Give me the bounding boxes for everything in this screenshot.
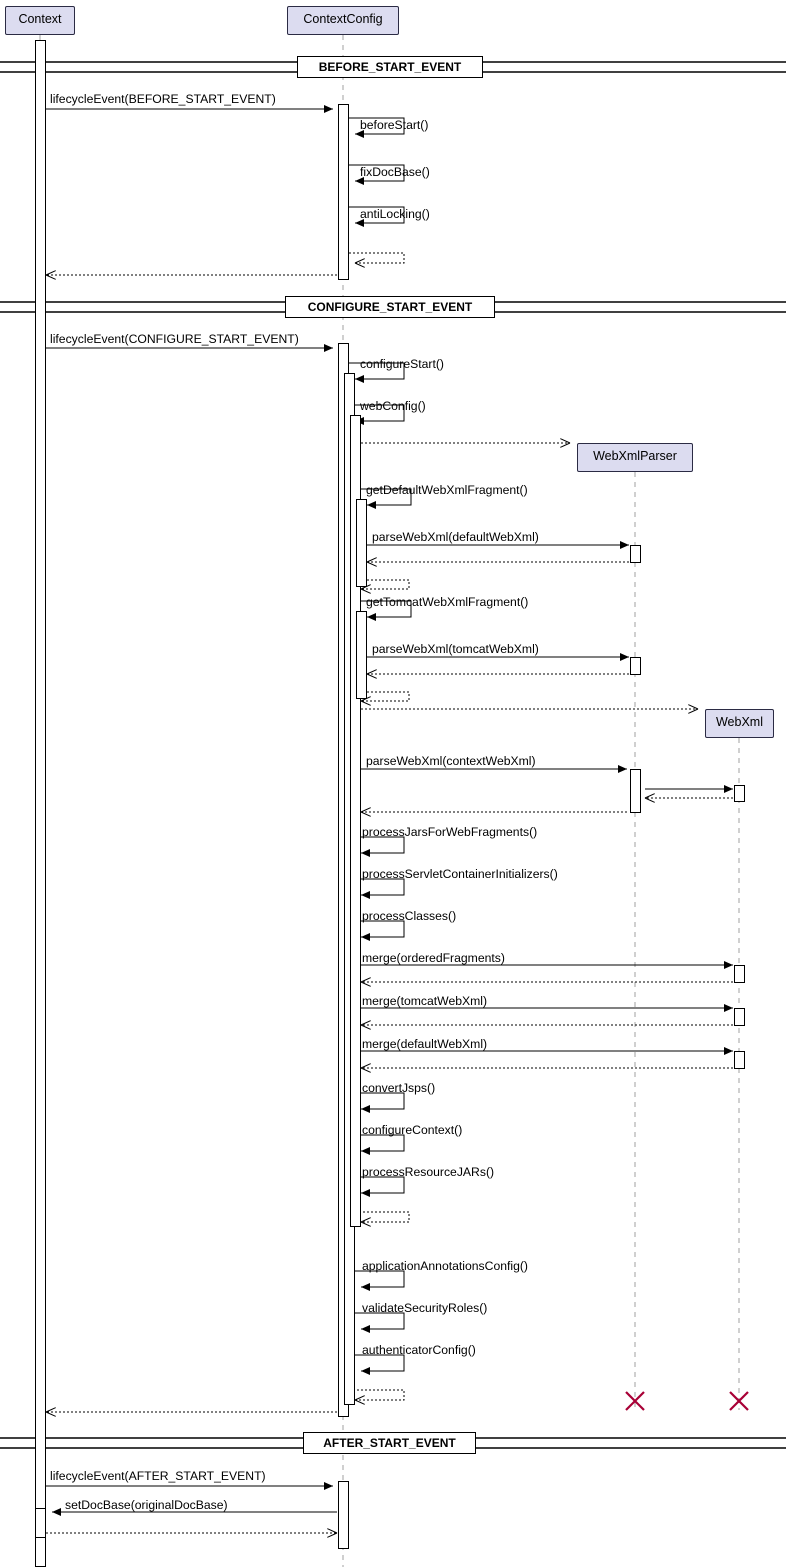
- activation-webxml-merge-tomcat: [734, 1008, 745, 1026]
- message-label: configureContext(): [362, 1123, 463, 1137]
- activation-webxml-parse: [734, 785, 745, 802]
- separator-configure-start-event: CONFIGURE_START_EVENT: [285, 296, 495, 318]
- message-label: processClasses(): [362, 909, 457, 923]
- activation-context-setdocbase: [35, 1508, 46, 1538]
- message-label: authenticatorConfig(): [362, 1343, 476, 1357]
- message-label: lifecycleEvent(BEFORE_START_EVENT): [50, 92, 276, 106]
- activation-contextconfig-gettomcatfragment: [356, 611, 367, 699]
- participant-context[interactable]: Context: [5, 6, 75, 35]
- participant-contextconfig[interactable]: ContextConfig: [287, 6, 399, 35]
- activation-contextconfig-after: [338, 1481, 349, 1549]
- activation-webxmlparser-tomcat: [630, 657, 641, 675]
- message-label: fixDocBase(): [360, 165, 430, 179]
- message-label: processResourceJARs(): [362, 1165, 495, 1179]
- activation-webxmlparser-default: [630, 545, 641, 563]
- separator-after-start-event: AFTER_START_EVENT: [303, 1432, 476, 1454]
- message-label: configureStart(): [360, 357, 444, 371]
- participant-webxmlparser[interactable]: WebXmlParser: [577, 443, 693, 472]
- message-label: merge(tomcatWebXml): [362, 994, 488, 1008]
- message-label: processJarsForWebFragments(): [362, 825, 538, 839]
- message-label: parseWebXml(contextWebXml): [366, 754, 536, 768]
- message-label: merge(defaultWebXml): [362, 1037, 488, 1051]
- destroy-marker-webxmlparser: [626, 1392, 644, 1410]
- message-label: getTomcatWebXmlFragment(): [366, 595, 529, 609]
- activation-webxml-merge-default: [734, 1051, 745, 1069]
- message-label: lifecycleEvent(CONFIGURE_START_EVENT): [50, 332, 299, 346]
- message-label: setDocBase(originalDocBase): [65, 1498, 228, 1512]
- activation-webxml-merge-ordered: [734, 965, 745, 983]
- separator-before-start-event: BEFORE_START_EVENT: [297, 56, 483, 78]
- message-label: parseWebXml(tomcatWebXml): [372, 642, 539, 656]
- message-label: webConfig(): [360, 399, 426, 413]
- message-label: convertJsps(): [362, 1081, 436, 1095]
- activation-webxmlparser-context: [630, 769, 641, 813]
- message-label: merge(orderedFragments): [362, 951, 505, 965]
- activation-contextconfig-before: [338, 104, 349, 280]
- participant-webxml[interactable]: WebXml: [705, 709, 774, 738]
- message-label: applicationAnnotationsConfig(): [362, 1259, 528, 1273]
- message-label: antiLocking(): [360, 207, 430, 221]
- message-label: getDefaultWebXmlFragment(): [366, 483, 528, 497]
- message-label: lifecycleEvent(AFTER_START_EVENT): [50, 1469, 266, 1483]
- activation-context: [35, 40, 46, 1567]
- message-label: parseWebXml(defaultWebXml): [372, 530, 539, 544]
- message-label: beforeStart(): [360, 118, 429, 132]
- activation-contextconfig-getdefaultfragment: [356, 499, 367, 587]
- message-label: validateSecurityRoles(): [362, 1301, 488, 1315]
- destroy-marker-webxml: [730, 1392, 748, 1410]
- message-label: processServletContainerInitializers(): [362, 867, 558, 881]
